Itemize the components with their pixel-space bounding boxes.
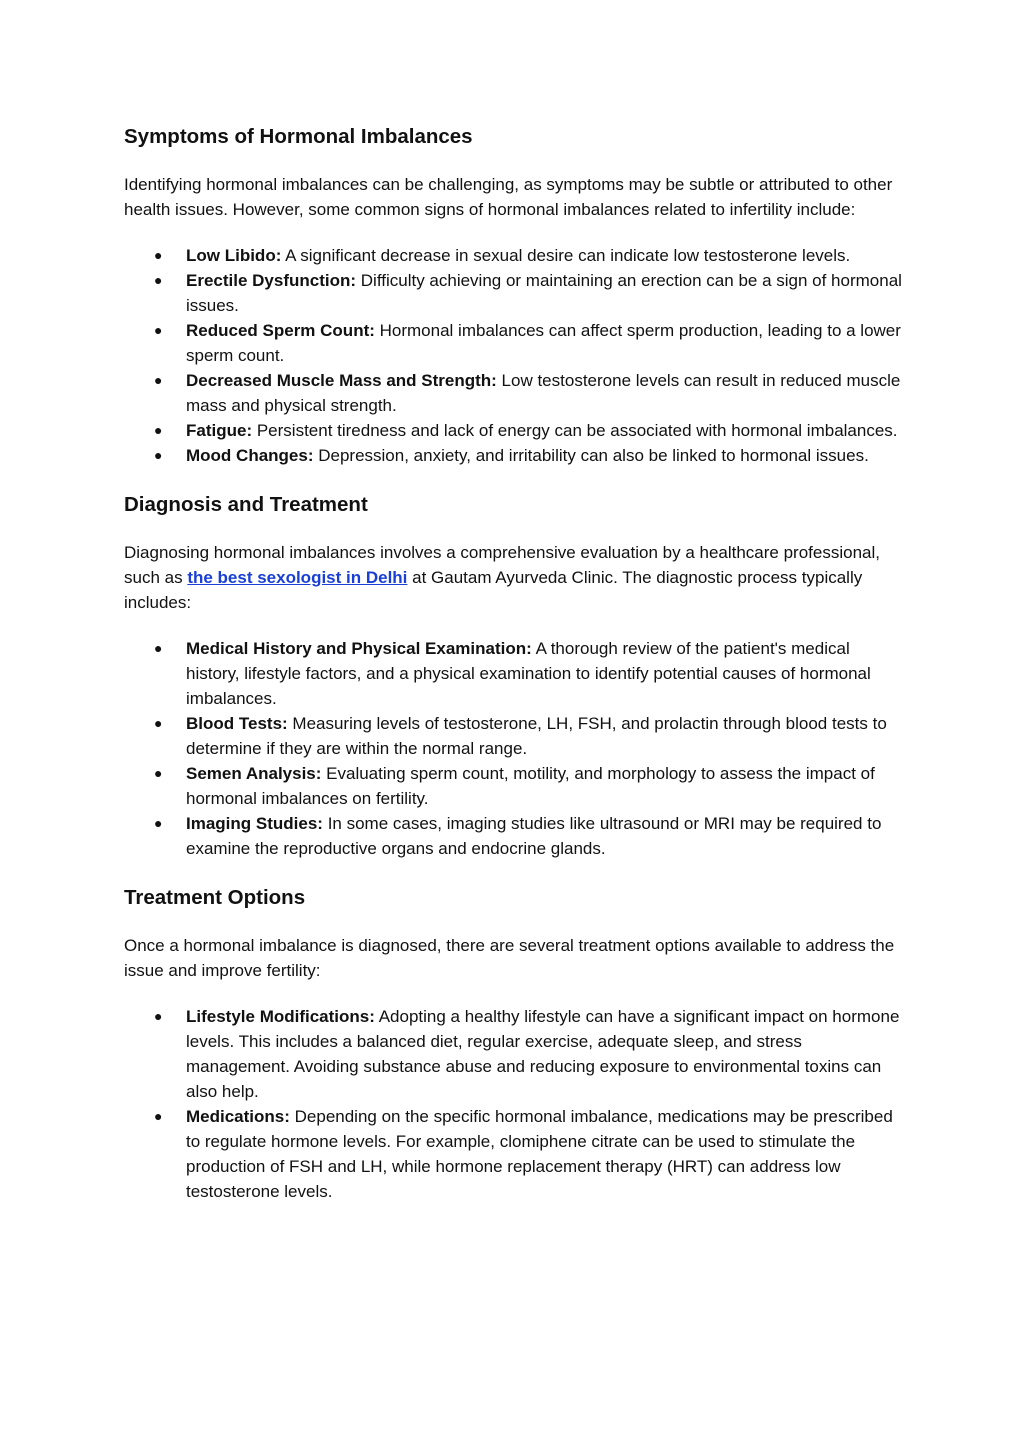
list-item-term: Medications: [186,1107,290,1126]
diagnosis-intro-paragraph [124,540,904,615]
list-item-text: Persistent tiredness and lack of energy can be associated with hormonal imbalances. [252,421,898,440]
list-item-text: Difficulty achieving or maintaining an erection can be a sign of hormonal issues. [186,271,902,315]
bullet-icon: ● [154,1008,163,1024]
section-heading-treatment: Treatment Options [124,886,306,909]
diagnosis-list [124,636,904,861]
list-item-term: Fatigue: [186,421,253,440]
diagnosis-intro-before: Diagnosing hormonal imbalances involves a comprehensive evaluation by a healthcare professional, such as [124,543,880,587]
symptoms-list [124,243,904,468]
list-item-text: A thorough review of the patient's medical history, lifestyle factors, and a physical examination to identify potential causes of hormonal imbalances. [186,639,871,708]
list-item [124,1104,904,1204]
treatment-list [124,1004,904,1204]
list-item-text: A significant decrease in sexual desire can indicate low testosterone levels. [281,246,851,265]
list-item-text: Adopting a healthy lifestyle can have a significant impact on hormone levels. This includes a balanced diet, regular exercise, adequate sleep, and stress management. Avoiding substance abuse and reducing exposure to environmental toxins can also help. [186,1007,900,1101]
bullet-icon: ● [154,765,163,781]
list-item [124,443,904,468]
list-item [124,1004,904,1104]
bullet-icon: ● [154,640,163,656]
list-item-term: Blood Tests: [186,714,288,733]
list-item-text: Hormonal imbalances can affect sperm production, leading to a lower sperm count. [186,321,901,365]
list-item-term: Imaging Studies: [186,814,323,833]
bullet-icon: ● [154,247,163,263]
section-heading-symptoms: Symptoms of Hormonal Imbalances [124,125,473,148]
list-item-term: Low Libido: [186,246,282,265]
list-item-text: In some cases, imaging studies like ultrasound or MRI may be required to examine the reproductive organs and endocrine glands. [186,814,882,858]
list-item [124,418,904,443]
list-item-text: Evaluating sperm count, motility, and morphology to assess the impact of hormonal imbalances on fertility. [186,764,875,808]
list-item-text: Measuring levels of testosterone, LH, FSH, and prolactin through blood tests to determine if they are within the normal range. [186,714,887,758]
list-item [124,243,904,268]
bullet-icon: ● [154,815,163,831]
list-item-term: Lifestyle Modifications: [186,1007,375,1026]
list-item-term: Medical History and Physical Examination: [186,639,532,658]
list-item [124,811,904,861]
section-heading-diagnosis: Diagnosis and Treatment [124,493,368,516]
list-item [124,268,904,318]
list-item-text: Depending on the specific hormonal imbalance, medications may be prescribed to regulate hormone levels. For example, clomiphene citrate can be used to stimulate the production of FSH and LH, while hormone replacement therapy (HRT) can address low testosterone levels. [186,1107,893,1201]
bullet-icon: ● [154,447,163,463]
bullet-icon: ● [154,322,163,338]
document-page [124,120,904,1204]
treatment-intro-paragraph: Once a hormonal imbalance is diagnosed, there are several treatment options available to address the issue and improve fertility: [124,936,895,980]
bullet-icon: ● [154,372,163,388]
symptoms-intro-paragraph: Identifying hormonal imbalances can be challenging, as symptoms may be subtle or attributed to other health issues. However, some common signs of hormonal imbalances related to infertility include: [124,175,893,219]
bullet-icon: ● [154,422,163,438]
list-item-term: Semen Analysis: [186,764,322,783]
list-item-term: Erectile Dysfunction: [186,271,357,290]
list-item [124,368,904,418]
list-item-text: Depression, anxiety, and irritability can also be linked to hormonal issues. [313,446,869,465]
sexologist-link[interactable]: the best sexologist in Delhi [187,568,408,587]
diagnosis-intro-after: at Gautam Ayurveda Clinic. The diagnostic process typically includes: [124,568,863,612]
list-item-term: Decreased Muscle Mass and Strength: [186,371,497,390]
list-item [124,761,904,811]
list-item [124,636,904,711]
list-item-term: Reduced Sperm Count: [186,321,375,340]
list-item [124,318,904,368]
bullet-icon: ● [154,1108,163,1124]
bullet-icon: ● [154,272,163,288]
list-item-text: Low testosterone levels can result in reduced muscle mass and physical strength. [186,371,901,415]
bullet-icon: ● [154,715,163,731]
list-item [124,711,904,761]
list-item-term: Mood Changes: [186,446,314,465]
